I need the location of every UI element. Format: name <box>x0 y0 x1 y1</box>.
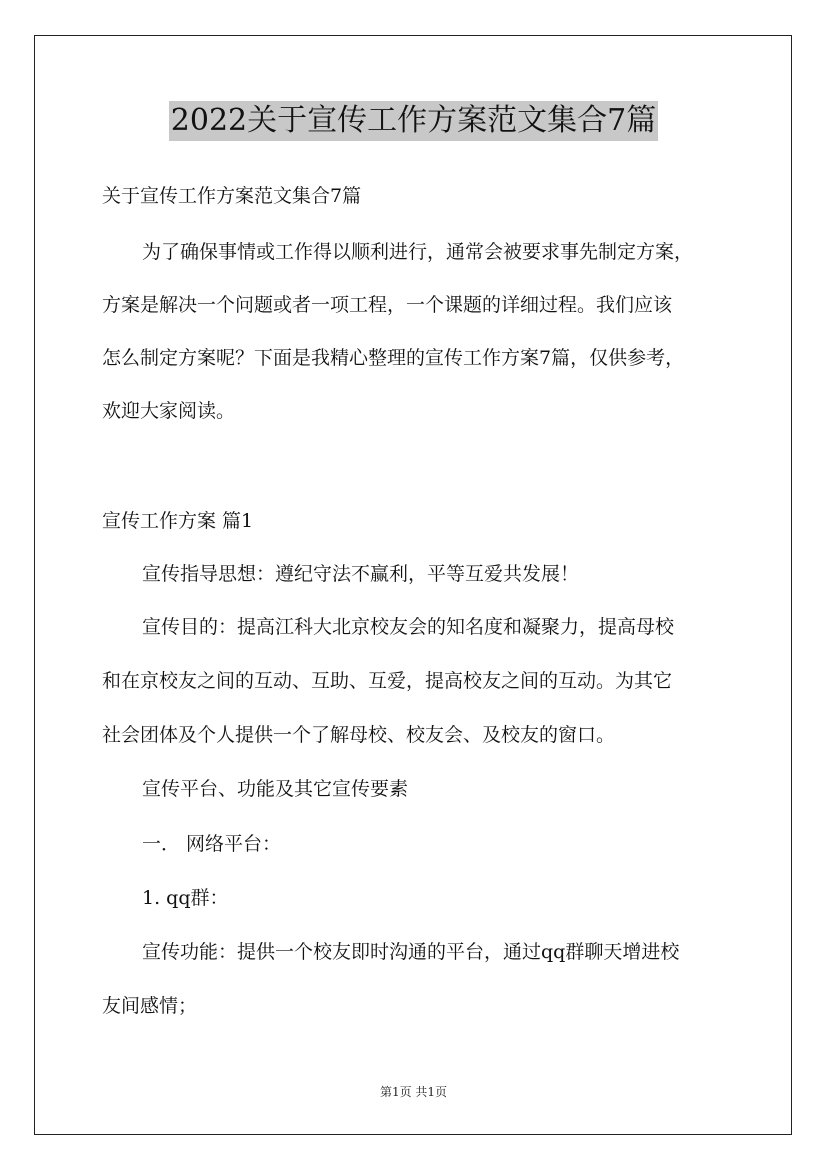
body-line-2: 宣传目的：提高江科大北京校友会的知名度和凝聚力，提高母校 <box>142 616 675 638</box>
intro-line-4: 欢迎大家阅读。 <box>102 400 236 422</box>
body-line-3: 和在京校友之间的互动、互助、互爱，提高校友之间的互动。为其它 <box>102 670 673 692</box>
body-line-7: 1. qq群： <box>142 887 229 909</box>
body-line-1: 宣传指导思想：遵纪守法不赢利，平等互爱共发展！ <box>142 563 580 585</box>
body-line-9: 友间感情； <box>102 995 198 1017</box>
body-line-6: 一． 网络平台： <box>142 833 282 855</box>
document-title: 2022关于宣传工作方案范文集合7篇 <box>169 101 658 141</box>
section-heading: 宣传工作方案 篇1 <box>102 510 254 532</box>
intro-line-3: 怎么制定方案呢？下面是我精心整理的宣传工作方案7篇，仅供参考， <box>102 347 685 369</box>
document-subtitle: 关于宣传工作方案范文集合7篇 <box>102 185 362 207</box>
intro-line-2: 方案是解决一个问题或者一项工程，一个课题的详细过程。我们应该 <box>102 294 673 316</box>
body-line-4: 社会团体及个人提供一个了解母校、校友会、及校友的窗口。 <box>102 724 616 746</box>
body-line-5: 宣传平台、功能及其它宣传要素 <box>142 778 409 800</box>
intro-line-1: 为了确保事情或工作得以顺利进行，通常会被要求事先制定方案， <box>142 241 694 263</box>
page-footer: 第1页 共1页 <box>379 1085 448 1099</box>
title-container <box>0 101 827 141</box>
body-line-8: 宣传功能：提供一个校友即时沟通的平台，通过qq群聊天增进校 <box>142 941 680 963</box>
